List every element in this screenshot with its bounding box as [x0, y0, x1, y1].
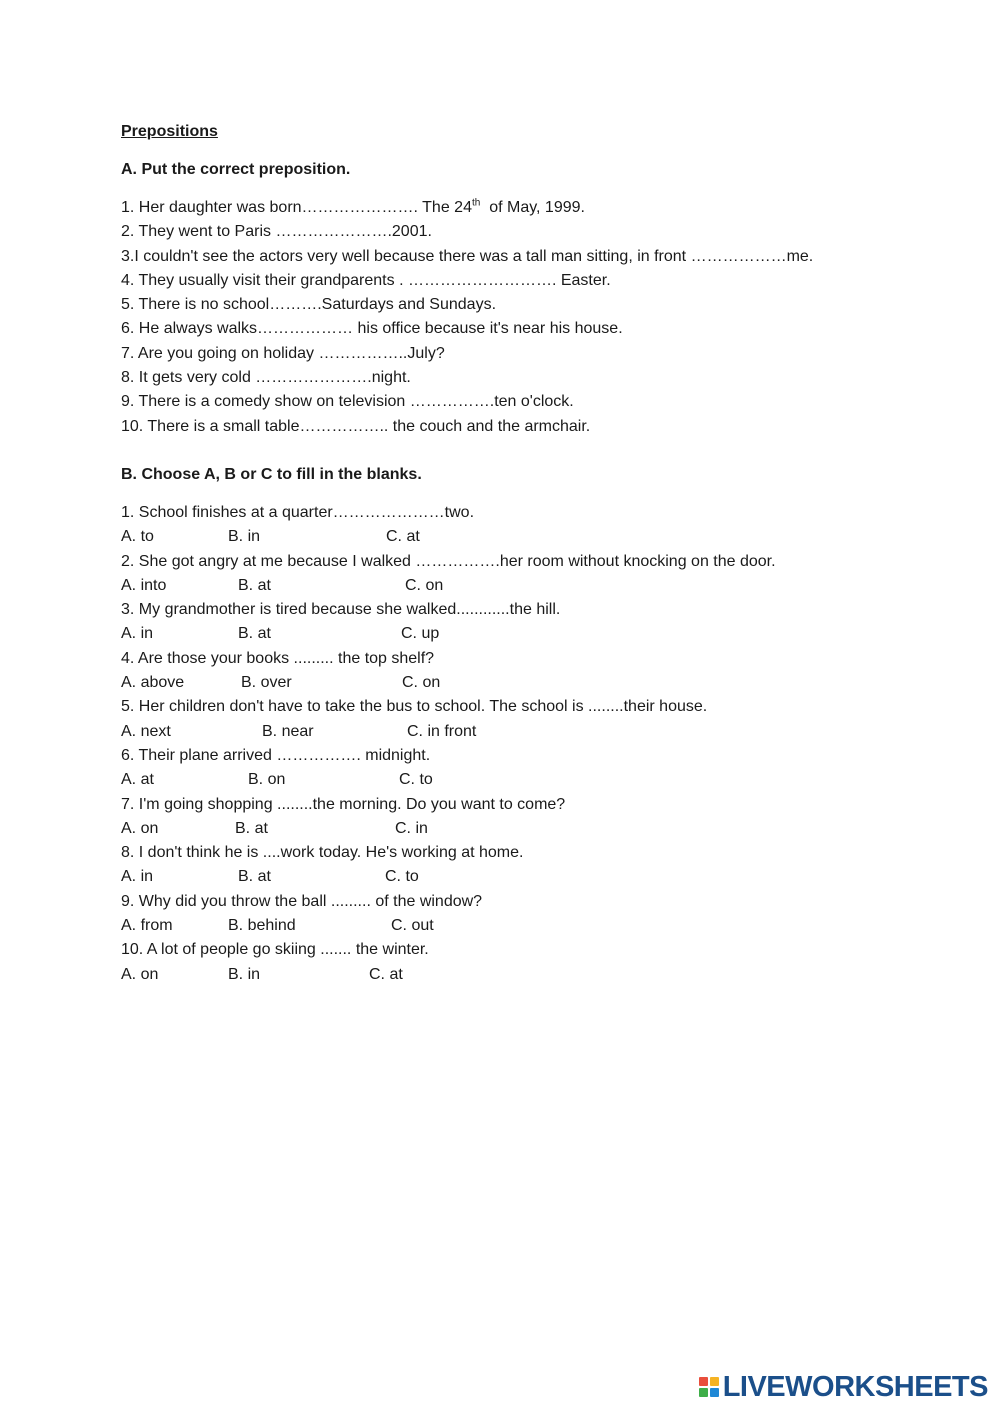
option-a[interactable]: A. from: [121, 917, 173, 935]
exercise-a-item-3: 3.I couldn't see the actors very well because there was a tall man sitting, in front ………………me.: [121, 247, 814, 265]
page-title: Prepositions: [121, 123, 218, 140]
section-b-heading: B. Choose A, B or C to fill in the blanks.: [121, 465, 422, 483]
question-text: 10. A lot of people go skiing ....... the winter.: [121, 941, 429, 959]
option-b[interactable]: B. near: [262, 722, 314, 740]
exercise-a-item-8: 8. It gets very cold ………………….night.: [121, 369, 411, 387]
option-a[interactable]: A. on: [121, 965, 159, 983]
option-c[interactable]: C. at: [386, 528, 420, 546]
answer-options: [121, 865, 961, 889]
exercise-a-item-5: 5. There is no school……….Saturdays and Sundays.: [121, 296, 497, 314]
option-b[interactable]: B. in: [228, 528, 261, 546]
exercise-a-item-6: 6. He always walks……………… his office because it's near his house.: [121, 320, 623, 338]
question-text: 1. School finishes at a quarter…………………two.: [121, 503, 475, 521]
question-text: 7. I'm going shopping ........the morning. Do you want to come?: [121, 795, 566, 813]
question-text: 9. Why did you throw the ball ......... of the window?: [121, 892, 483, 910]
option-a[interactable]: A. next: [121, 722, 171, 740]
exercise-a-item-7: 7. Are you going on holiday ……………..July?: [121, 344, 445, 362]
answer-options: [121, 671, 961, 695]
option-b[interactable]: B. at: [238, 868, 271, 886]
logo-square: [710, 1377, 719, 1386]
logo-square: [710, 1388, 719, 1397]
option-b[interactable]: B. in: [228, 965, 261, 983]
option-c[interactable]: C. at: [369, 965, 403, 983]
logo-square: [699, 1388, 708, 1397]
exercise-a-item-10: 10. There is a small table…………….. the couch and the armchair.: [121, 417, 591, 435]
option-a[interactable]: A. in: [121, 868, 154, 886]
question-text: 3. My grandmother is tired because she walked............the hill.: [121, 601, 561, 619]
answer-options: [121, 574, 961, 598]
option-a[interactable]: A. into: [121, 576, 167, 594]
exercise-a-item-2: 2. They went to Paris ………………….2001.: [121, 223, 432, 241]
answer-options: [121, 720, 961, 744]
answer-options: [121, 768, 961, 792]
option-a[interactable]: A. on: [121, 819, 159, 837]
logo-mark-icon: [699, 1377, 719, 1397]
section-b-list: [121, 501, 961, 987]
question-text: 4. Are those your books ......... the top shelf?: [121, 649, 435, 667]
answer-options: [121, 525, 961, 549]
option-b[interactable]: B. on: [248, 771, 286, 789]
answer-options: [121, 622, 961, 646]
option-a[interactable]: A. at: [121, 771, 154, 789]
logo-text: LIVEWORKSHEETS: [722, 1370, 988, 1403]
option-b[interactable]: B. over: [241, 674, 292, 692]
section-a-list: [121, 196, 961, 439]
option-b[interactable]: B. at: [238, 576, 271, 594]
option-c[interactable]: C. to: [399, 771, 433, 789]
question-text: 6. Their plane arrived ……………. midnight.: [121, 746, 431, 764]
option-c[interactable]: C. on: [405, 576, 444, 594]
question-text: 5. Her children don't have to take the bus to school. The school is ........their house.: [121, 698, 708, 716]
option-b[interactable]: B. behind: [228, 917, 296, 935]
option-a[interactable]: A. to: [121, 528, 154, 546]
option-b[interactable]: B. at: [235, 819, 268, 837]
option-c[interactable]: C. in: [395, 819, 428, 837]
question-text: 2. She got angry at me because I walked …………….her room without knocking on the door.: [121, 552, 776, 570]
logo-square: [699, 1377, 708, 1386]
liveworksheets-logo: [699, 1370, 988, 1404]
worksheet: [121, 120, 961, 987]
exercise-a-item-9: 9. There is a comedy show on television …………….ten o'clock.: [121, 393, 574, 411]
option-a[interactable]: A. in: [121, 625, 154, 643]
answer-options: [121, 963, 961, 987]
option-b[interactable]: B. at: [238, 625, 271, 643]
answer-options: [121, 817, 961, 841]
answer-options: [121, 914, 961, 938]
option-c[interactable]: C. in front: [407, 722, 477, 740]
exercise-a-item-4: 4. They usually visit their grandparents . ………………………. Easter.: [121, 271, 611, 289]
option-c[interactable]: C. on: [402, 674, 441, 692]
exercise-a-item-1: 1. Her daughter was born…………………. The 24th of May, 1999.: [121, 197, 585, 216]
question-text: 8. I don't think he is ....work today. He's working at home.: [121, 844, 524, 862]
option-c[interactable]: C. out: [391, 917, 434, 935]
option-c[interactable]: C. up: [401, 625, 440, 643]
option-a[interactable]: A. above: [121, 674, 185, 692]
section-a-heading: A. Put the correct preposition.: [121, 161, 351, 178]
option-c[interactable]: C. to: [385, 868, 419, 886]
